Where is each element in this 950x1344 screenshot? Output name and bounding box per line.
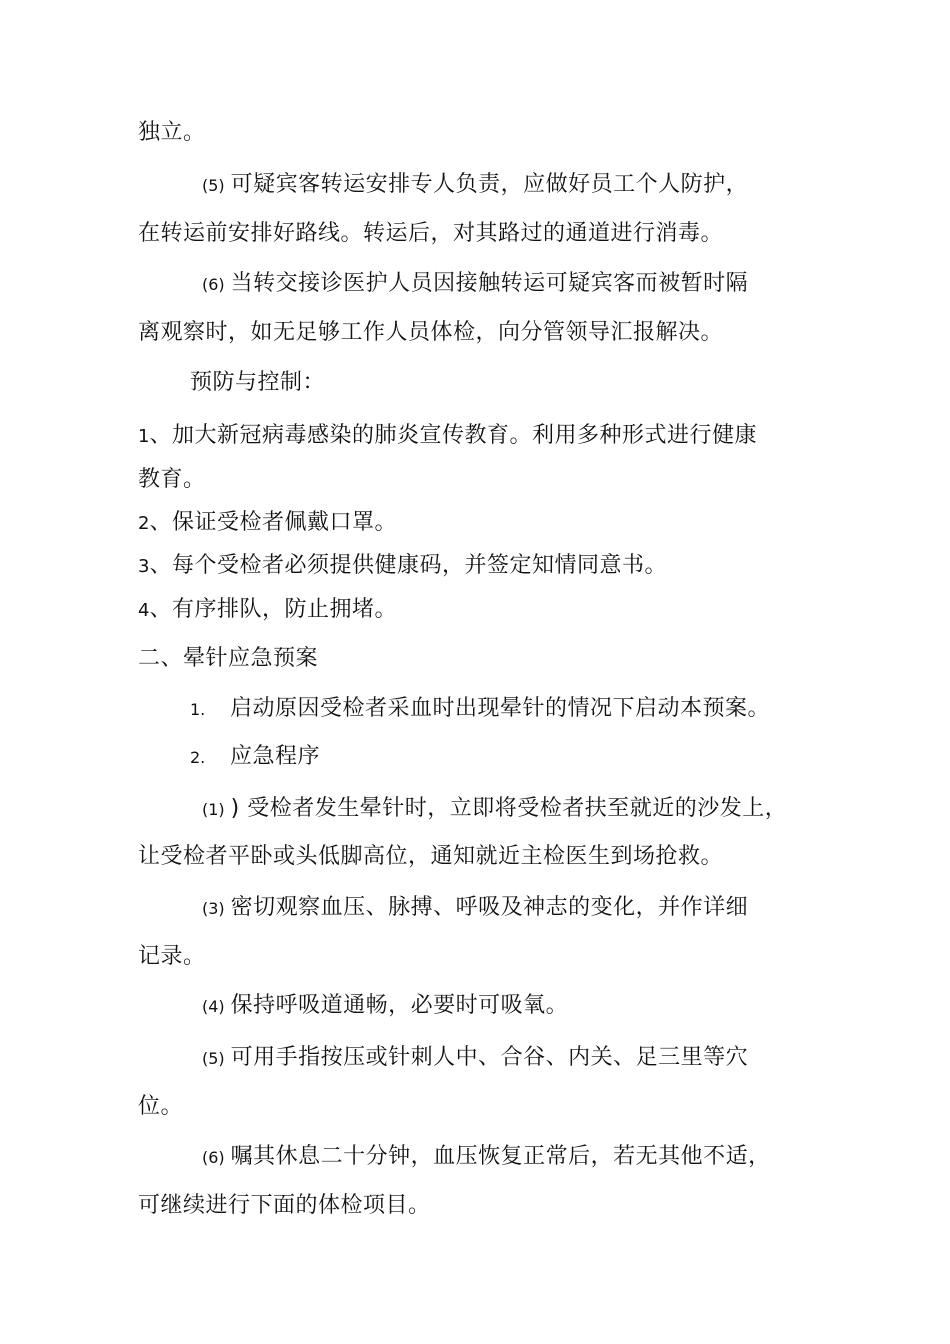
text-line <box>138 117 206 149</box>
text-line <box>202 990 568 1023</box>
text-line <box>138 941 206 973</box>
list-item <box>190 741 320 774</box>
list-item <box>138 420 757 453</box>
line-text: 嘱其休息二十分钟，血压恢复正常后，若无其他不适， <box>230 1144 771 1169</box>
text-line <box>202 1141 771 1174</box>
line-text: 可继续进行下面的体检项目。 <box>138 1193 431 1218</box>
text-line <box>138 841 723 873</box>
section-heading <box>138 643 318 675</box>
text-line <box>138 1091 183 1123</box>
line-text: 独立。 <box>138 120 206 145</box>
line-text: 位。 <box>138 1094 184 1119</box>
item-number: 2. <box>190 748 206 767</box>
item-number: (1) <box>202 800 225 819</box>
section-heading <box>190 367 325 399</box>
line-text: 保持呼吸道通畅，必要时可吸氧。 <box>230 993 569 1018</box>
list-item <box>138 594 397 627</box>
line-text: 离观察时，如无足够工作人员体检，向分管领导汇报解决。 <box>138 320 724 345</box>
text-line <box>138 317 723 349</box>
item-number: (6) <box>202 1148 225 1167</box>
line-text: 教育。 <box>138 467 206 492</box>
item-number: (5) <box>202 1049 225 1068</box>
item-number: (5) <box>202 176 225 195</box>
line-text: 应急程序 <box>230 744 321 769</box>
item-number: 1. <box>190 700 206 719</box>
text-line <box>202 169 748 202</box>
list-item <box>190 693 770 726</box>
line-text: 在转运前安排好路线。转运后，对其路过的通道进行消毒。 <box>138 221 724 246</box>
item-number: 3 <box>138 556 150 577</box>
line-text: 可用手指按压或针刺人中、合谷、内关、足三里等穴 <box>230 1045 749 1070</box>
line-text: 启动原因受检者采血时出现晕针的情况下启动本预案。 <box>230 696 771 721</box>
heading-text: 预防与控制： <box>190 370 326 395</box>
text-line <box>138 464 206 496</box>
item-number: (3) <box>202 899 225 918</box>
item-number: (6) <box>202 275 225 294</box>
line-text: 可疑宾客转运安排专人负责，应做好员工个人防护， <box>230 172 749 197</box>
list-item <box>138 550 667 583</box>
list-item <box>138 507 397 540</box>
item-number: 4 <box>138 600 150 621</box>
line-text: ) 受检者发生晕针时，立即将受检者扶至就近的沙发上， <box>230 796 788 821</box>
heading-text: 二、晕针应急预案 <box>138 646 319 671</box>
line-text: 密切观察血压、脉搏、呼吸及神志的变化，并作详细 <box>230 895 749 920</box>
item-number: (4) <box>202 997 225 1016</box>
text-line <box>202 892 748 925</box>
item-number: 2 <box>138 513 150 534</box>
line-text: 、有序排队，防止拥堵。 <box>149 597 397 622</box>
line-text: 让受检者平卧或头低脚高位，通知就近主检医生到场抢救。 <box>138 844 724 869</box>
line-text: 、加大新冠病毒感染的肺炎宣传教育。利用多种形式进行健康 <box>149 423 757 448</box>
text-line <box>202 793 787 826</box>
text-line <box>202 1042 748 1075</box>
line-text: 当转交接诊医护人员因接触转运可疑宾客而被暂时隔 <box>230 271 749 296</box>
line-text: 记录。 <box>138 944 206 969</box>
line-text: 、每个受检者必须提供健康码，并签定知情同意书。 <box>149 553 667 578</box>
text-line <box>138 218 723 250</box>
text-line <box>138 1190 431 1222</box>
item-number: 1 <box>138 426 150 447</box>
text-line <box>202 268 748 301</box>
line-text: 、保证受检者佩戴口罩。 <box>149 510 397 535</box>
